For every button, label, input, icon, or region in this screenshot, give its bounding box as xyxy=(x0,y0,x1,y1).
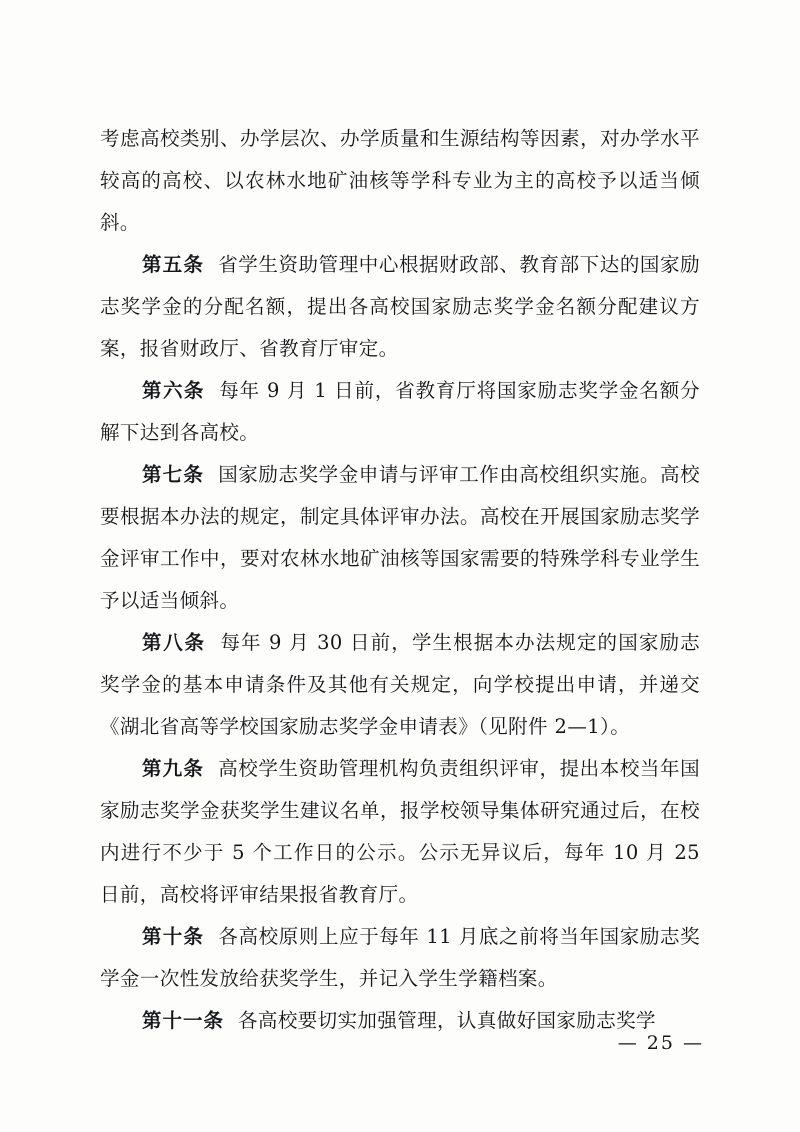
article-label: 第十条 xyxy=(142,925,205,948)
article-label: 第七条 xyxy=(142,463,205,486)
article-label: 第六条 xyxy=(142,379,205,402)
paragraph-text: 考虑高校类别、办学层次、办学质量和生源结构等因素，对办学水平较高的高校、以农林水地矿油核等学科专业为主的高校予以适当倾斜。 xyxy=(100,127,700,234)
paragraph-article-8 xyxy=(100,622,700,748)
paragraph-article-5 xyxy=(100,244,700,370)
paragraph-text: 每年 9 月 1 日前，省教育厅将国家励志奖学金名额分解下达到各高校。 xyxy=(100,379,700,444)
article-label: 第五条 xyxy=(142,253,205,276)
article-label: 第八条 xyxy=(142,631,206,654)
page-number: — 25 — xyxy=(617,1032,704,1054)
paragraph-text: 高校学生资助管理机构负责组织评审，提出本校当年国家励志奖学金获奖学生建议名单，报学校领导集体研究通过后，在校内进行不少于 5 个工作日的公示。公示无异议后，每年 10 月 25 日前，高校将评审结果报省教育厅。 xyxy=(100,757,700,906)
paragraph-text: 国家励志奖学金申请与评审工作由高校组织实施。高校要根据本办法的规定，制定具体评审办法。高校在开展国家励志奖学金评审工作中，要对农林水地矿油核等国家需要的特殊学科专业学生予以适当倾斜。 xyxy=(100,463,700,612)
paragraph-text: 各高校要切实加强管理，认真做好国家励志奖学 xyxy=(238,1009,656,1032)
page-body xyxy=(100,118,700,1042)
paragraph-article-9 xyxy=(100,748,700,916)
paragraph-article-10 xyxy=(100,916,700,1000)
paragraph-article-7 xyxy=(100,454,700,622)
article-label: 第九条 xyxy=(142,757,205,780)
paragraph-text: 每年 9 月 30 日前，学生根据本办法规定的国家励志奖学金的基本申请条件及其他有关规定，向学校提出申请，并递交《湖北省高等学校国家励志奖学金申请表》（见附件 2—1）。 xyxy=(100,631,700,738)
article-label: 第十一条 xyxy=(142,1009,225,1032)
paragraph-article-6 xyxy=(100,370,700,454)
paragraph-continued xyxy=(100,118,700,244)
paragraph-text: 各高校原则上应于每年 11 月底之前将当年国家励志奖学金一次性发放给获奖学生，并记入学生学籍档案。 xyxy=(100,925,700,990)
paragraph-text: 省学生资助管理中心根据财政部、教育部下达的国家励志奖学金的分配名额，提出各高校国家励志奖学金名额分配建议方案，报省财政厅、省教育厅审定。 xyxy=(100,253,700,360)
